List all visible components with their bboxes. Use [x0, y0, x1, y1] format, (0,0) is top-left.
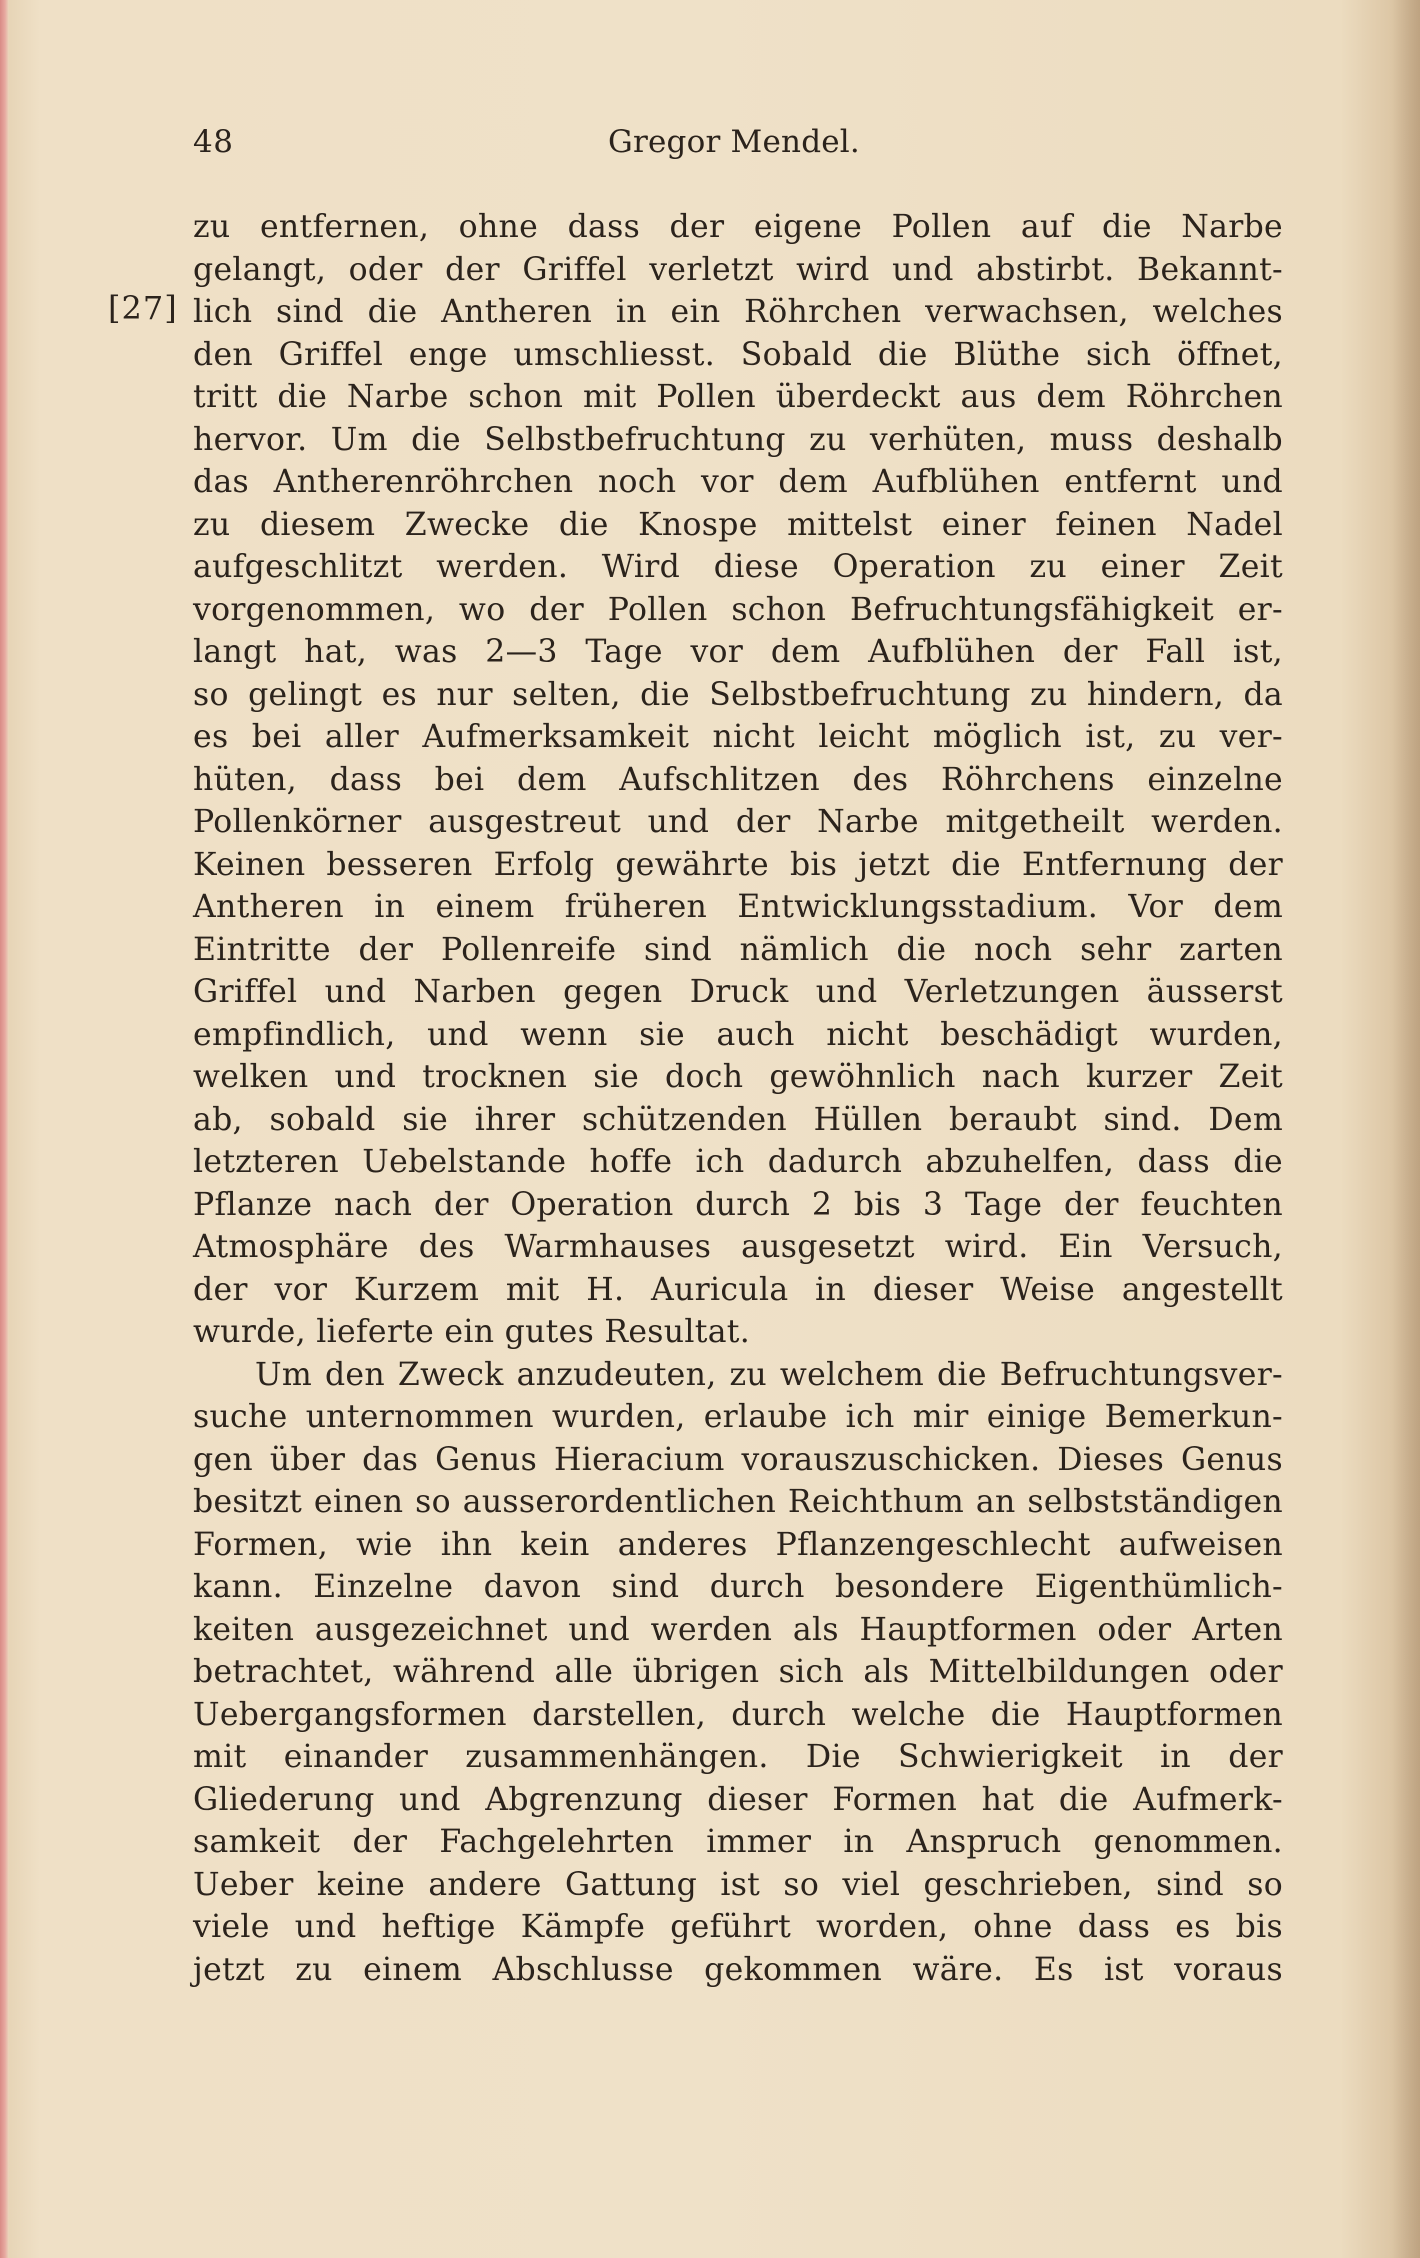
text-line: ab, sobald sie ihrer schützenden Hüllen beraubt sind. Dem [193, 1101, 1283, 1138]
page-header [193, 122, 1275, 162]
text-line: Griffel und Narben gegen Druck und Verletzungen äusserst [193, 974, 1283, 1010]
text-line: das Antherenröhrchen noch vor dem Aufblühen entfernt und [193, 464, 1283, 500]
text-line: jetzt zu einem Abschlusse gekommen wäre. Es ist voraus [193, 1951, 1283, 1988]
text-line: Antheren in einem früheren Entwicklungsstadium. Vor dem [193, 889, 1283, 925]
text-line: vorgenommen, wo der Pollen schon Befruchtungsfähigkeit er- [193, 591, 1283, 628]
text-line: mit einander zusammenhängen. Die Schwierigkeit in der [193, 1739, 1283, 1775]
text-line: welken und trocknen sie doch gewöhnlich nach kurzer Zeit [193, 1059, 1283, 1095]
page-number: 48 [193, 124, 234, 160]
margin-page-reference: [27] [108, 289, 178, 327]
text-line: Keinen besseren Erfolg gewährte bis jetzt die Entfernung der [193, 846, 1283, 883]
text-line: Uebergangsformen darstellen, durch welche die Hauptformen [193, 1696, 1283, 1733]
text-line: der vor Kurzem mit H. Auricula in dieser Weise angestellt [193, 1271, 1283, 1308]
text-line: hervor. Um die Selbstbefruchtung zu verhüten, muss deshalb [193, 421, 1283, 458]
text-line: Ueber keine andere Gattung ist so viel geschrieben, sind so [193, 1866, 1283, 1903]
text-line: tritt die Narbe schon mit Pollen überdeckt aus dem Röhrchen [193, 379, 1283, 415]
running-head: Gregor Mendel. [608, 124, 860, 160]
text-line: aufgeschlitzt werden. Wird diese Operation zu einer Zeit [193, 549, 1283, 585]
text-line: letzteren Uebelstande hoffe ich dadurch abzuhelfen, dass die [193, 1144, 1283, 1180]
text-line: Atmosphäre des Warmhauses ausgesetzt wird. Ein Versuch, [193, 1229, 1283, 1265]
page-edge-left [0, 0, 9, 2258]
text-line: Pollenkörner ausgestreut und der Narbe mitgetheilt werden. [193, 804, 1283, 840]
text-line: betrachtet, während alle übrigen sich als Mittelbildungen oder [193, 1654, 1283, 1690]
text-line: samkeit der Fachgelehrten immer in Anspruch genommen. [193, 1824, 1283, 1860]
text-line: lich sind die Antheren in ein Röhrchen verwachsen, welches [193, 294, 1283, 330]
paragraph-end-line: wurde, lieferte ein gutes Resultat. [193, 1314, 751, 1350]
text-line: den Griffel enge umschliesst. Sobald die Blüthe sich öffnet, [193, 336, 1283, 373]
text-line: gelangt, oder der Griffel verletzt wird und abstirbt. Bekannt- [193, 251, 1283, 288]
text-line: zu diesem Zwecke die Knospe mittelst einer feinen Nadel [193, 506, 1283, 543]
paragraph-start-line: Um den Zweck anzudeuten, zu welchem die Befruchtungsver- [255, 1356, 1283, 1393]
text-line: langt hat, was 2—3 Tage vor dem Aufblühen der Fall ist, [193, 634, 1283, 670]
text-line: hüten, dass bei dem Aufschlitzen des Röhrchens einzelne [193, 761, 1283, 798]
text-line: viele und heftige Kämpfe geführt worden, ohne dass es bis [193, 1909, 1283, 1945]
text-line: zu entfernen, ohne dass der eigene Pollen auf die Narbe [193, 209, 1283, 245]
text-line: suche unternommen wurden, erlaube ich mir einige Bemerkun- [193, 1399, 1283, 1435]
text-line: Pflanze nach der Operation durch 2 bis 3 Tage der feuchten [193, 1186, 1283, 1223]
text-line: keiten ausgezeichnet und werden als Hauptformen oder Arten [193, 1611, 1283, 1648]
page-edge-right [1392, 0, 1420, 2258]
text-line: gen über das Genus Hieracium vorauszuschicken. Dieses Genus [193, 1441, 1283, 1478]
text-line: Gliederung und Abgrenzung dieser Formen hat die Aufmerk- [193, 1781, 1283, 1818]
text-line: so gelingt es nur selten, die Selbstbefruchtung zu hindern, da [193, 676, 1283, 713]
text-line: Formen, wie ihn kein anderes Pflanzengeschlecht aufweisen [193, 1526, 1283, 1563]
text-line: Eintritte der Pollenreife sind nämlich die noch sehr zarten [193, 931, 1283, 968]
text-line: es bei aller Aufmerksamkeit nicht leicht möglich ist, zu ver- [193, 719, 1283, 755]
text-line: empfindlich, und wenn sie auch nicht beschädigt wurden, [193, 1016, 1283, 1053]
text-line: besitzt einen so ausserordentlichen Reichthum an selbstständigen [193, 1484, 1283, 1520]
body-text [193, 206, 1283, 1991]
text-line: kann. Einzelne davon sind durch besondere Eigenthümlich- [193, 1569, 1283, 1605]
